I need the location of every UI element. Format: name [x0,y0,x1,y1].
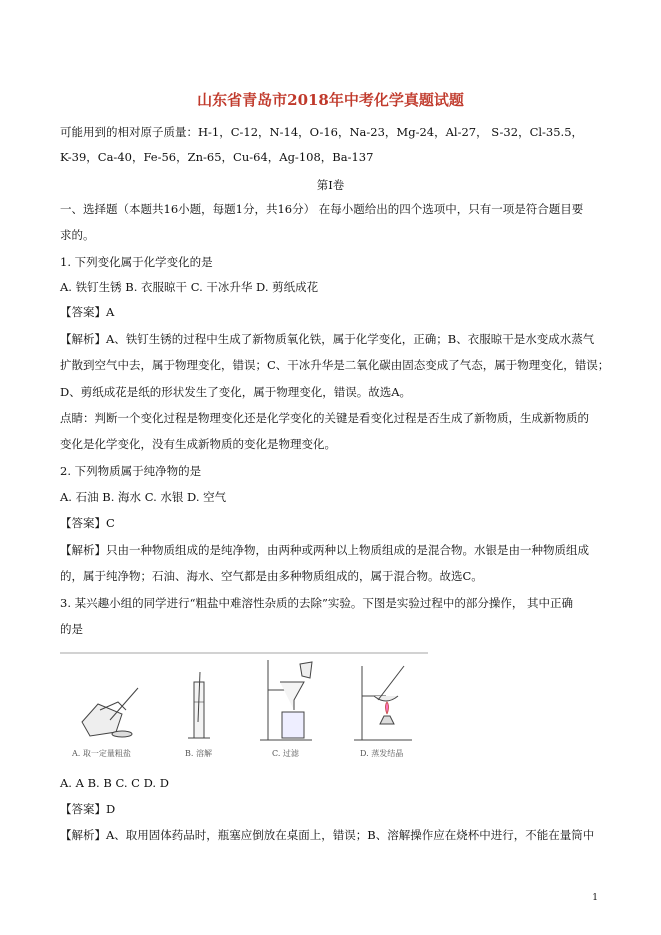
experiment-figure-svg [60,652,428,767]
panel-d-illustration [354,666,412,740]
q1-analysis-line-2: 扩散到空气中去，属于物理变化，错误；C、干冰升华是二氧化碳由固态变成了气态，属于物理变化，错误； [60,358,610,372]
q1-analysis-line-3: D、剪纸成花是纸的形状发生了变化，属于物理变化，错误。故选A。 [60,385,412,399]
figure-label-b: B. 溶解 [185,749,212,758]
evaporating-dish [374,696,398,701]
q2-stem: 2. 下列物质属于纯净物的是 [60,464,202,478]
page-number: 1 [592,893,598,903]
page-title: 山东省青岛市2018年中考化学真题试题 [197,91,464,109]
dish-shape [112,731,132,737]
q3-stem-line-2: 的是 [60,622,83,636]
q1-analysis-line-1: 【解析】A、铁钉生锈的过程中生成了新物质氧化铁，属于化学变化，正确；B、衣服晾干是水变成水蒸气 [60,332,595,346]
q3-options: A. A B. B C. C D. D [60,776,169,790]
q2-options: A. 石油 B. 海水 C. 水银 D. 空气 [60,490,227,504]
panel-c-illustration [260,660,312,740]
atomic-mass-line-1: 可能用到的相对原子质量：H-1，C-12，N-14，O-16，Na-23，Mg-24，Al-27， S-32，Cl-35.5， [60,125,584,139]
q3-answer: 【答案】D [60,802,116,816]
volume-heading: 第Ⅰ卷 [316,178,345,192]
section-heading-line-2: 求的。 [60,228,95,242]
q3-stem-line-1: 3. 某兴趣小组的同学进行“粗盐中难溶性杂质的去除”实验。下图是实验过程中的部分操作， 其中正确 [60,596,574,610]
panel-a-illustration [82,688,138,737]
alcohol-lamp [380,716,394,724]
q3-analysis-line-1: 【解析】A、取用固体药品时，瓶塞应倒放在桌面上，错误；B、溶解操作应在烧杯中进行，不能在量筒中 [60,828,595,842]
experiment-figure [60,652,428,767]
q1-stem: 1. 下列变化属于化学变化的是 [60,255,213,269]
q1-options: A. 铁钉生锈 B. 衣服晾干 C. 干冰升华 D. 剪纸成花 [60,280,319,294]
q1-tip-line-2: 变化是化学变化，没有生成新物质的变化是物理变化。 [60,437,336,451]
panel-b-illustration [188,672,210,738]
funnel-shape [280,682,304,710]
atomic-mass-line-2: K-39，Ca-40，Fe-56，Zn-65，Cu-64，Ag-108，Ba-137 [60,150,374,164]
figure-label-c: C. 过滤 [272,749,299,758]
q2-analysis-line-1: 【解析】只由一种物质组成的是纯净物，由两种或两种以上物质组成的是混合物。水银是由一种物质组成 [60,543,589,557]
section-heading-line-1: 一、选择题（本题共16小题，每题1分，共16分） 在每小题给出的四个选项中，只有一项是符合题目要 [60,202,584,216]
pouring-beaker [300,662,312,678]
q2-answer: 【答案】C [60,516,115,530]
figure-label-d: D. 蒸发结晶 [360,749,404,758]
figure-label-a: A. 取一定量粗盐 [72,749,131,758]
q1-answer: 【答案】A [60,305,115,319]
q2-analysis-line-2: 的，属于纯净物；石油、海水、空气都是由多种物质组成的，属于混合物。故选C。 [60,569,483,583]
q1-tip-line-1: 点睛：判断一个变化过程是物理变化还是化学变化的关键是看变化过程是否生成了新物质，生成新物质的 [60,411,589,425]
flame-shape [386,702,389,714]
glass-rod-d [378,666,404,700]
beaker-c [282,712,304,738]
